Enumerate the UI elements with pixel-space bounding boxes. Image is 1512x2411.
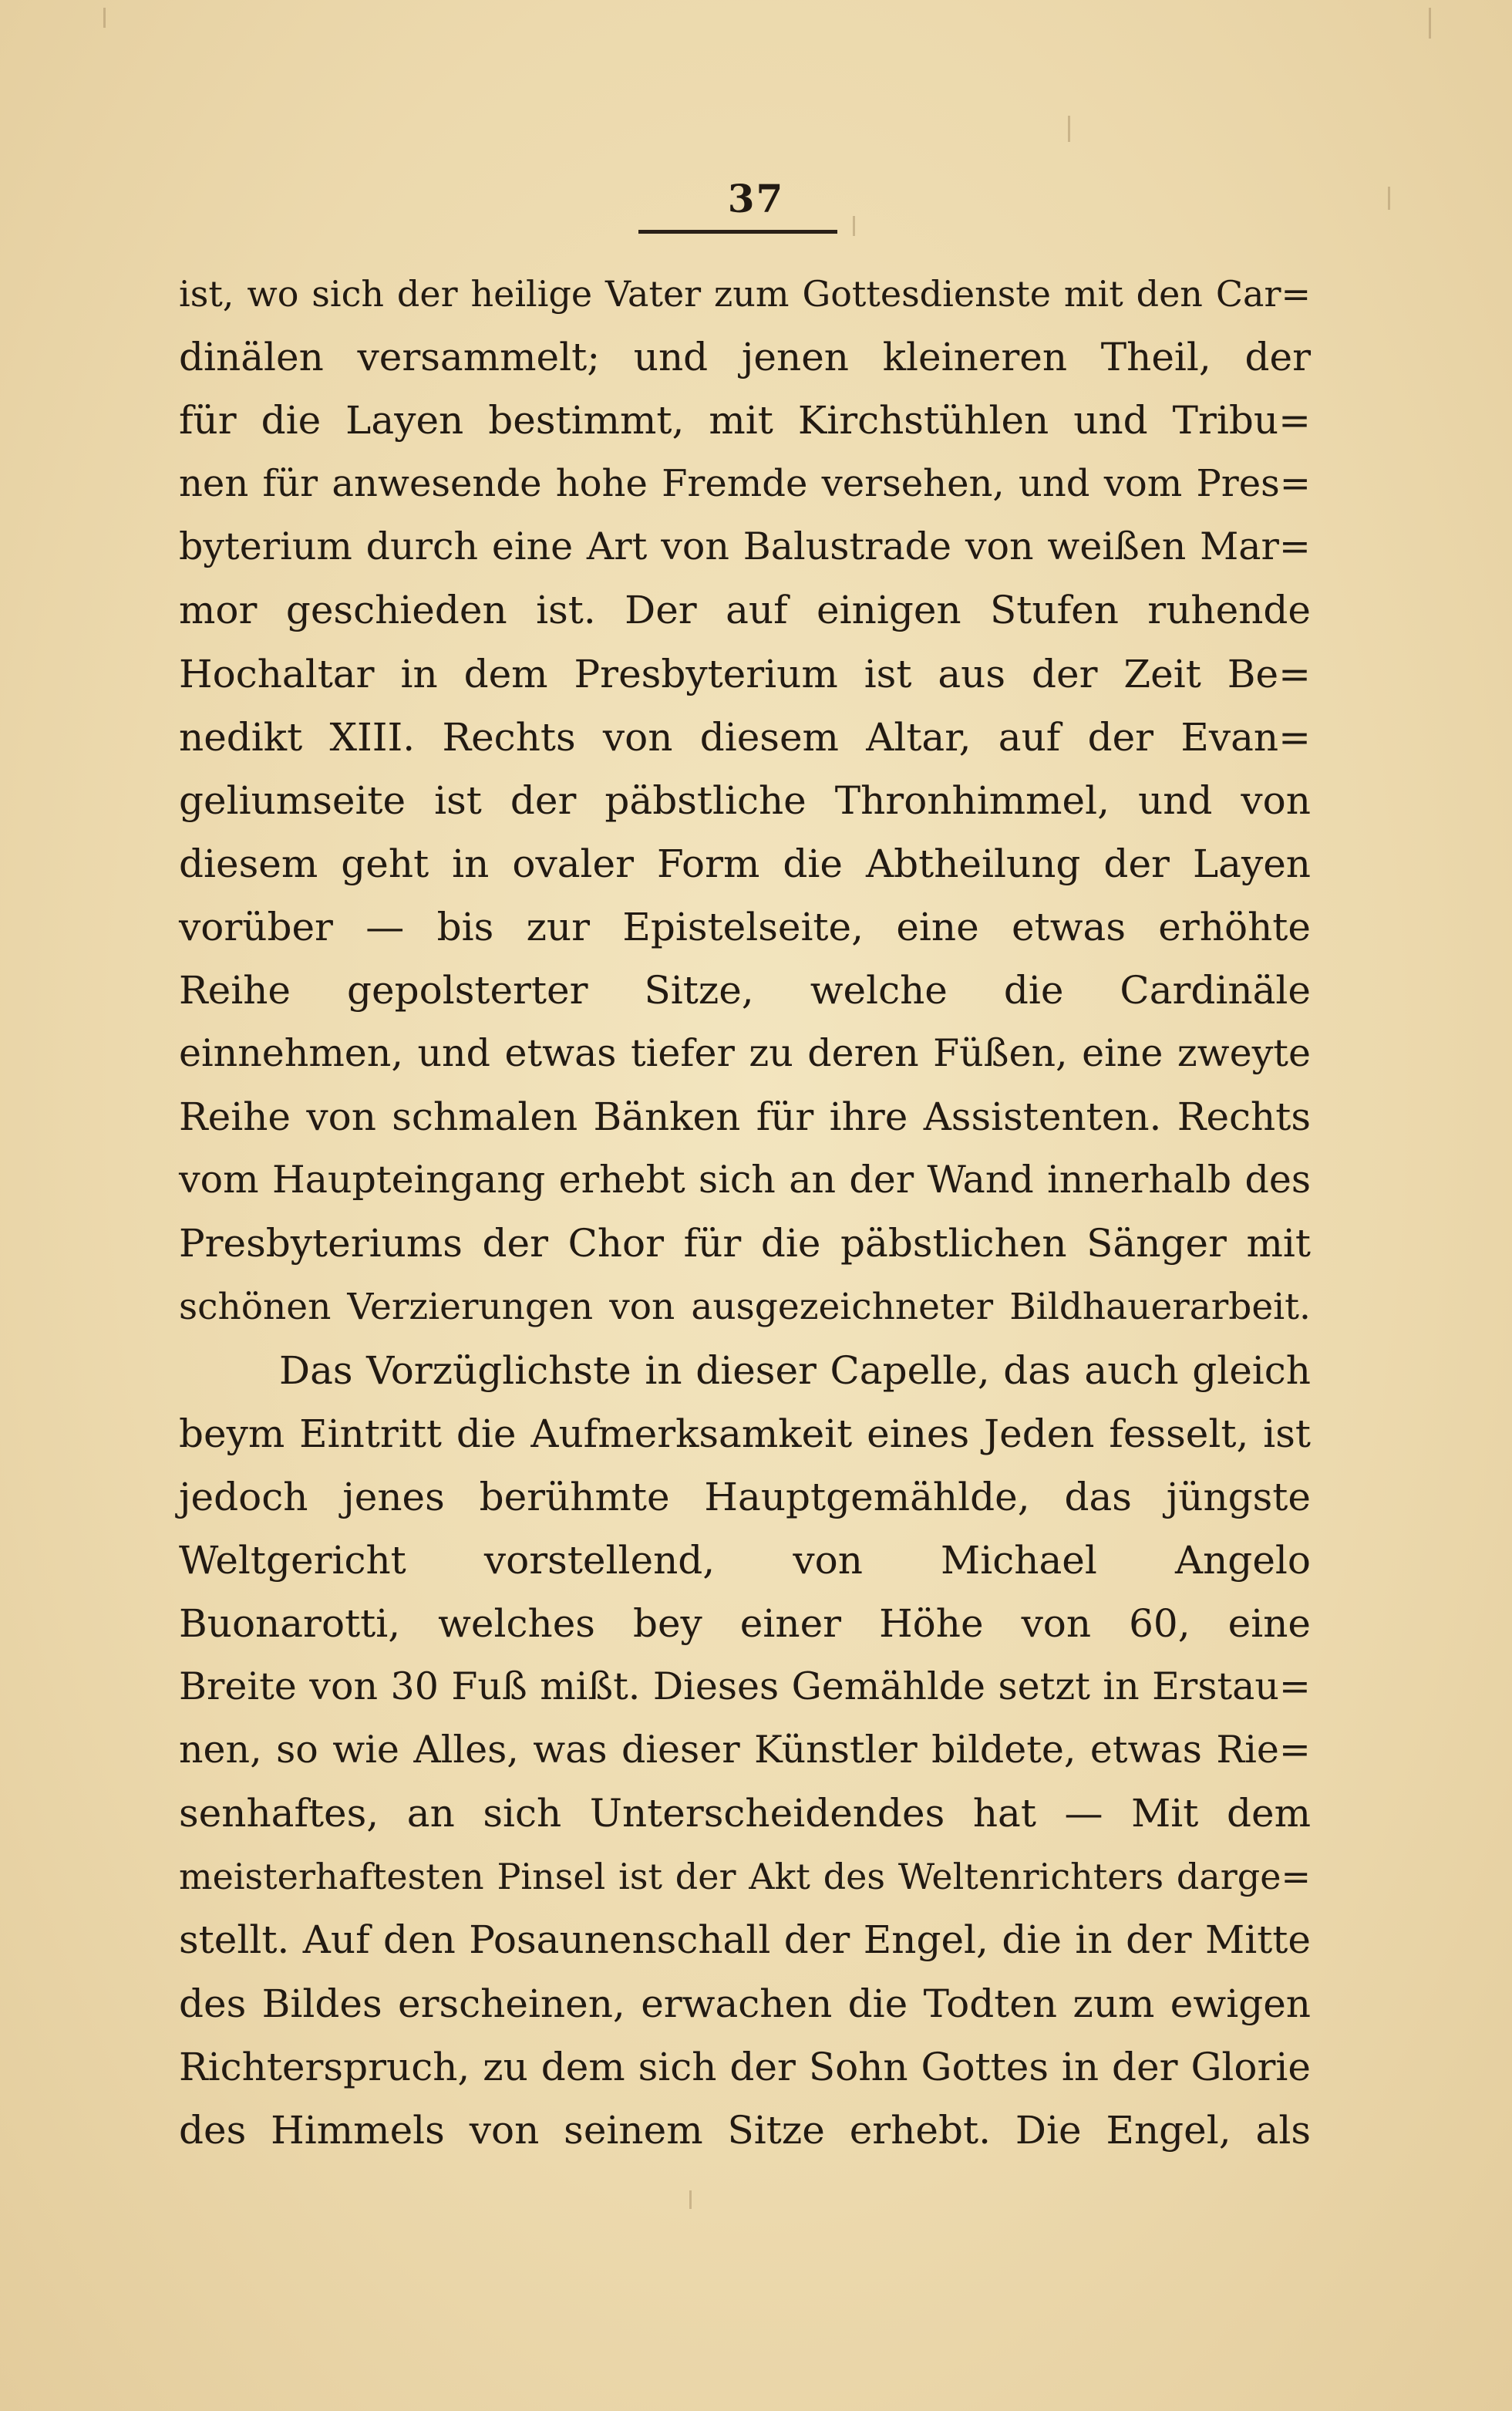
- text-line: mor geschieden ist. Der auf einigen Stufen ruhende: [179, 588, 1311, 633]
- paper-speck: [1068, 116, 1070, 142]
- text-line: diesem geht in ovaler Form die Abtheilung der Layen: [179, 841, 1311, 886]
- text-line: geliumseite ist der päbstliche Thronhimmel, und von: [179, 777, 1311, 823]
- page-number: 37: [727, 176, 785, 221]
- text-line: Breite von 30 Fuß mißt. Dieses Gemählde setzt in Erstau=: [179, 1664, 1311, 1709]
- text-line: des Bildes erscheinen, erwachen die Todten zum ewigen: [179, 1981, 1311, 2026]
- text-line: schönen Verzierungen von ausgezeichneter Bildhauerarbeit.: [179, 1285, 1311, 1328]
- text-line: nen, so wie Alles, was dieser Künstler bildete, etwas Rie=: [179, 1728, 1311, 1772]
- text-line: einnehmen, und etwas tiefer zu deren Füßen, eine zweyte: [179, 1031, 1311, 1076]
- text-line: Weltgericht vorstellend, von Michael Angelo: [179, 1537, 1311, 1583]
- text-line: nedikt XIII. Rechts von diesem Altar, auf der Evan=: [179, 714, 1311, 760]
- text-line: byterium durch eine Art von Balustrade von weißen Mar=: [179, 524, 1311, 569]
- paper-speck: [103, 8, 106, 28]
- text-line: des Himmels von seinem Sitze erhebt. Die Engel, als: [179, 2107, 1311, 2153]
- text-line: vom Haupteingang erhebt sich an der Wand innerhalb des: [179, 1158, 1311, 1202]
- text-line: vorüber — bis zur Epistelseite, eine etwas erhöhte: [179, 904, 1311, 949]
- paragraph-start-line: Das Vorzüglichste in dieser Capelle, das auch gleich: [279, 1347, 1311, 1393]
- text-line: Buonarotti, welches bey einer Höhe von 60, eine: [179, 1600, 1311, 1646]
- text-line: Reihe von schmalen Bänken für ihre Assistenten. Rechts: [179, 1094, 1311, 1140]
- paper-speck: [689, 2190, 692, 2209]
- text-line: meisterhaftesten Pinsel ist der Akt des Weltenrichters darge=: [179, 1856, 1311, 1898]
- text-line: ist, wo sich der heilige Vater zum Gottesdienste mit den Car=: [179, 273, 1311, 315]
- text-line: senhaftes, an sich Unterscheidendes hat — Mit dem: [179, 1791, 1311, 1836]
- text-line: beym Eintritt die Aufmerksamkeit eines Jeden fesselt, ist: [179, 1411, 1311, 1456]
- header-rule: [638, 230, 837, 234]
- text-line: Richterspruch, zu dem sich der Sohn Gottes in der Glorie: [179, 2044, 1311, 2089]
- text-line: für die Layen bestimmt, mit Kirchstühlen und Tribu=: [179, 398, 1311, 443]
- text-line: nen für anwesende hohe Fremde versehen, und vom Pres=: [179, 462, 1311, 506]
- text-line: Reihe gepolsterter Sitze, welche die Cardinäle: [179, 968, 1311, 1013]
- text-line: dinälen versammelt; und jenen kleineren Theil, der: [179, 335, 1311, 380]
- paper-speck: [1429, 8, 1431, 39]
- text-line: Presbyteriums der Chor für die päbstlichen Sänger mit: [179, 1221, 1311, 1266]
- body-text: [179, 262, 1311, 2162]
- text-line: Hochaltar in dem Presbyterium ist aus der Zeit Be=: [179, 651, 1311, 696]
- text-line: jedoch jenes berühmte Hauptgemählde, das jüngste: [179, 1474, 1311, 1519]
- text-line: stellt. Auf den Posaunenschall der Engel, die in der Mitte: [179, 1917, 1311, 1963]
